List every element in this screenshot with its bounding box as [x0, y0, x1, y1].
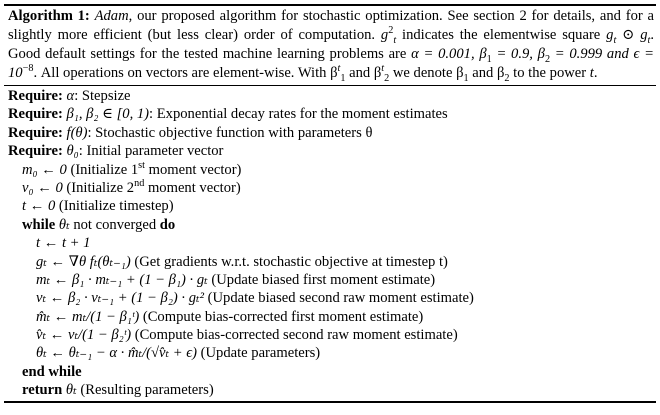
caption-sup: −8 — [22, 63, 34, 75]
require-objective-line — [8, 124, 656, 142]
keyword: Require: — [8, 106, 63, 123]
math-expression: gₜ ← ∇θ fₜ(θₜ₋₁) — [36, 253, 131, 270]
caption-math: α = 0.001, β — [411, 46, 487, 62]
line-text: (Resulting parameters) — [76, 382, 214, 399]
line-text: (Initialize timestep) — [55, 198, 174, 215]
line-text: not converged — [69, 216, 160, 233]
keyword: Require: — [8, 88, 63, 104]
return-line — [8, 381, 656, 399]
math-expression: θ₀ — [66, 143, 79, 160]
math-expression: β₁, β₂ ∈ [0, 1) — [66, 106, 150, 123]
init-timestep-line — [8, 197, 656, 215]
caption-sub: 1 — [463, 72, 469, 84]
line-text: (Compute bias-corrected first moment estimate) — [139, 308, 424, 325]
bottom-rule — [4, 401, 656, 403]
caption-text: we denote β — [389, 65, 464, 81]
math-expression: θₜ ← θₜ₋₁ − α · m̂ₜ/(√v̂ₜ + ϵ) — [36, 345, 197, 362]
caption-math: = 0.9, β — [491, 46, 545, 62]
require-initial-params-line — [8, 142, 656, 160]
caption-text: . All operations on vectors are element-wise. With β — [33, 65, 338, 81]
caption-text: ⊙ — [616, 27, 641, 43]
line-text: (Initialize 1 — [66, 161, 139, 178]
line-text: (Update biased first moment estimate) — [207, 271, 436, 288]
line-text: (Initialize 2 — [62, 179, 135, 196]
caption-math: g — [380, 27, 389, 43]
caption-math: t — [589, 65, 594, 81]
while-loop-line — [8, 216, 656, 234]
end-while-line — [8, 363, 656, 381]
gradient-line — [8, 253, 656, 271]
bias-corrected-first-line — [8, 308, 656, 326]
keyword: Require: — [8, 143, 63, 160]
caption-math: g — [606, 27, 614, 43]
algorithm-box — [4, 4, 656, 403]
caption-text: , our proposed algorithm for stochastic optimization. See section 2 for details, and for a slightly more efficient (but less clear) order of computation. — [8, 8, 654, 43]
init-second-moment-line — [8, 179, 656, 197]
math-expression: θₜ — [58, 216, 70, 233]
line-text: : Stochastic objective function with parameters θ — [87, 124, 373, 141]
caption-sub: 2 — [504, 72, 510, 84]
keyword: do — [159, 216, 176, 233]
math-expression: θₜ — [65, 382, 77, 399]
math-expression: mₜ ← β₁ · mₜ₋₁ + (1 − β₁) · gₜ — [36, 271, 208, 288]
math-expression: t ← t + 1 — [36, 235, 91, 252]
caption-sub: 2 — [544, 53, 551, 65]
math-expression: v̂ₜ ← vₜ/(1 − β₂ᵗ) — [36, 327, 132, 344]
caption-text: . — [593, 65, 598, 81]
line-text: : Stepsize — [74, 88, 131, 104]
math-expression: v₀ ← 0 — [22, 179, 63, 196]
caption-text: and β — [345, 65, 382, 81]
ordinal-sup: nd — [134, 178, 145, 190]
math-expression: m̂ₜ ← mₜ/(1 − β₁ᵗ) — [36, 308, 140, 325]
algorithm-body — [4, 86, 656, 401]
caption-sub: t — [393, 34, 397, 46]
require-decay-line — [8, 105, 656, 123]
caption-sub: t — [647, 34, 651, 46]
increment-timestep-line — [8, 234, 656, 252]
first-moment-update-line — [8, 271, 656, 289]
keyword: end while — [22, 363, 82, 380]
require-stepsize-line — [8, 87, 656, 105]
caption-math: g — [640, 27, 648, 43]
caption-text: . Good default settings for the tested machine learning problems are — [8, 27, 655, 62]
caption-sup: t — [381, 63, 385, 75]
caption-sub: t — [613, 34, 617, 46]
caption-sub: 2 — [384, 72, 390, 84]
line-text: (Compute bias-corrected second raw moment estimate) — [131, 327, 458, 344]
math-expression: t ← 0 — [22, 198, 56, 215]
parameter-update-line — [8, 344, 656, 362]
keyword: return — [22, 382, 63, 399]
init-first-moment-line — [8, 161, 656, 179]
bias-corrected-second-line — [8, 326, 656, 344]
math-expression: m₀ ← 0 — [22, 161, 67, 178]
keyword: Require: — [8, 124, 63, 141]
ordinal-sup: st — [138, 159, 145, 171]
math-expression: α — [66, 88, 75, 104]
algorithm-heading: Algorithm 1: — [8, 8, 90, 24]
caption-sub: 1 — [486, 53, 492, 65]
second-moment-update-line — [8, 289, 656, 307]
line-text: : Exponential decay rates for the moment estimates — [149, 106, 448, 123]
line-text: : Initial parameter vector — [78, 143, 224, 160]
keyword: while — [22, 216, 56, 233]
line-text: (Update parameters) — [196, 345, 321, 362]
caption-sup: t — [337, 63, 341, 75]
algorithm-caption — [4, 6, 656, 85]
math-expression: f(θ) — [66, 124, 88, 141]
caption-sup: 2 — [388, 25, 394, 37]
caption-math: = 0.999 and ϵ = 10 — [8, 46, 655, 81]
algorithm-name: Adam — [94, 8, 129, 24]
caption-text: to the power — [509, 65, 590, 81]
line-text: (Get gradients w.r.t. stochastic objective at timestep t) — [130, 253, 448, 270]
line-text: (Update biased second raw moment estimate) — [203, 290, 474, 307]
line-text: moment vector) — [144, 179, 241, 196]
caption-text: indicates the elementwise square — [396, 27, 607, 43]
math-expression: vₜ ← β₂ · vₜ₋₁ + (1 − β₂) · gₜ² — [36, 290, 204, 307]
caption-text: and β — [468, 65, 505, 81]
caption-sub: 1 — [340, 72, 346, 84]
line-text: moment vector) — [144, 161, 242, 178]
